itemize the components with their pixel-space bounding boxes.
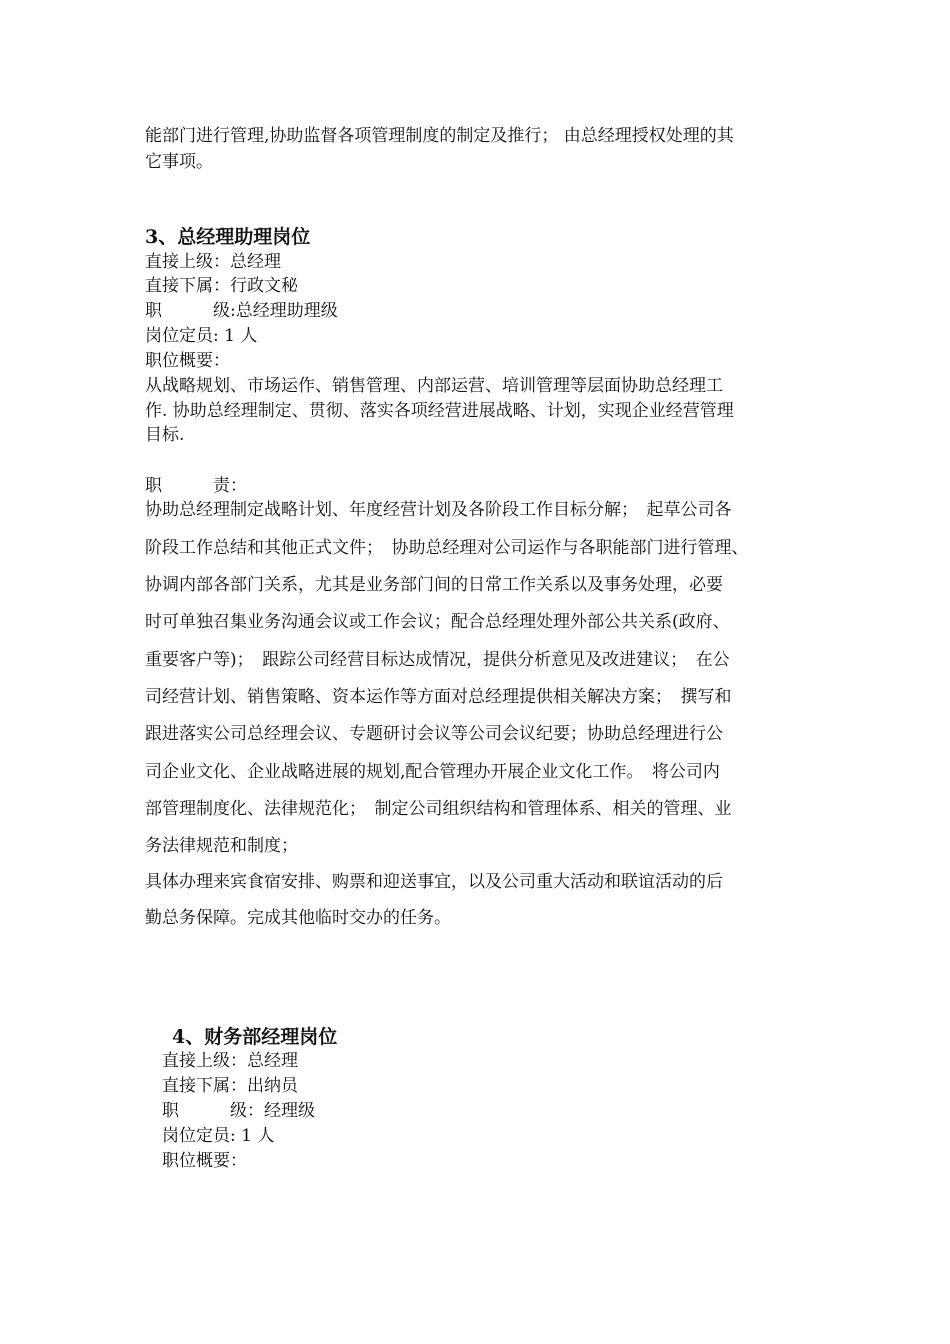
section-3-summary-line: 从战略规划、市场运作、销售管理、内部运营、培训管理等层面协助总经理工 — [145, 376, 723, 396]
section-3-duties-line: 时可单独召集业务沟通会议或工作会议；配合总经理处理外部公共关系(政府、 — [145, 612, 730, 632]
section-3-duties-label: 职 责： — [145, 476, 247, 496]
section-4-field: 岗位定员: 1 人 — [162, 1126, 275, 1146]
section-4-field: 职位概要： — [162, 1151, 247, 1171]
section-3-field: 职 级:总经理助理级 — [145, 301, 338, 321]
section-3-duties-line: 具体办理来宾食宿安排、购票和迎送事宜，以及公司重大活动和联谊活动的后 — [145, 872, 723, 892]
section-4-field: 直接下属：出纳员 — [162, 1076, 298, 1096]
section-4-title: 4、财务部经理岗位 — [172, 1026, 338, 1048]
section-4-field: 职 级：经理级 — [162, 1101, 315, 1121]
section-3-field: 职位概要： — [145, 351, 230, 371]
section-3-duties-line: 协助总经理制定战略计划、年度经营计划及各阶段工作目标分解； 起草公司各 — [145, 500, 732, 520]
section-3-duties-line: 部管理制度化、法律规范化； 制定公司组织结构和管理体系、相关的管理、业 — [145, 799, 732, 819]
section-3-field: 直接上级：总经理 — [145, 252, 281, 272]
section-3-field: 岗位定员: 1 人 — [145, 326, 258, 346]
section-3-duties-line: 司企业文化、企业战略进展的规划,配合管理办开展企业文化工作。 将公司内 — [145, 762, 720, 782]
section-3-summary-line: 作. 协助总经理制定、贯彻、落实各项经营进展战略、计划，实现企业经营管理 — [145, 401, 734, 421]
section-4-field: 直接上级：总经理 — [162, 1051, 298, 1071]
section-3-duties-line: 协调内部各部门关系，尤其是业务部门间的日常工作关系以及事务处理，必要 — [145, 575, 723, 595]
section-3-title: 3、总经理助理岗位 — [145, 226, 311, 248]
section-3-duties-line: 阶段工作总结和其他正式文件； 协助总经理对公司运作与各职能部门进行管理、 — [145, 538, 749, 558]
section-3-duties-line: 司经营计划、销售策略、资本运作等方面对总经理提供相关解决方案； 撰写和 — [145, 687, 732, 707]
section-3-duties-line: 务法律规范和制度； — [145, 836, 298, 856]
section-3-summary-line: 目标. — [145, 425, 185, 445]
section-3-field: 直接下属：行政文秘 — [145, 276, 298, 296]
intro-line: 它事项。 — [145, 152, 213, 172]
intro-line: 能部门进行管理,协助监督各项管理制度的制定及推行； 由总经理授权处理的其 — [145, 126, 734, 146]
section-3-duties-line: 重要客户等)； 跟踪公司经营目标达成情况，提供分析意见及改进建议； 在公 — [145, 650, 730, 670]
section-3-duties-line: 勤总务保障。完成其他临时交办的任务。 — [145, 908, 451, 928]
section-3-duties-line: 跟进落实公司总经理会议、专题研讨会议等公司会议纪要；协助总经理进行公 — [145, 724, 723, 744]
